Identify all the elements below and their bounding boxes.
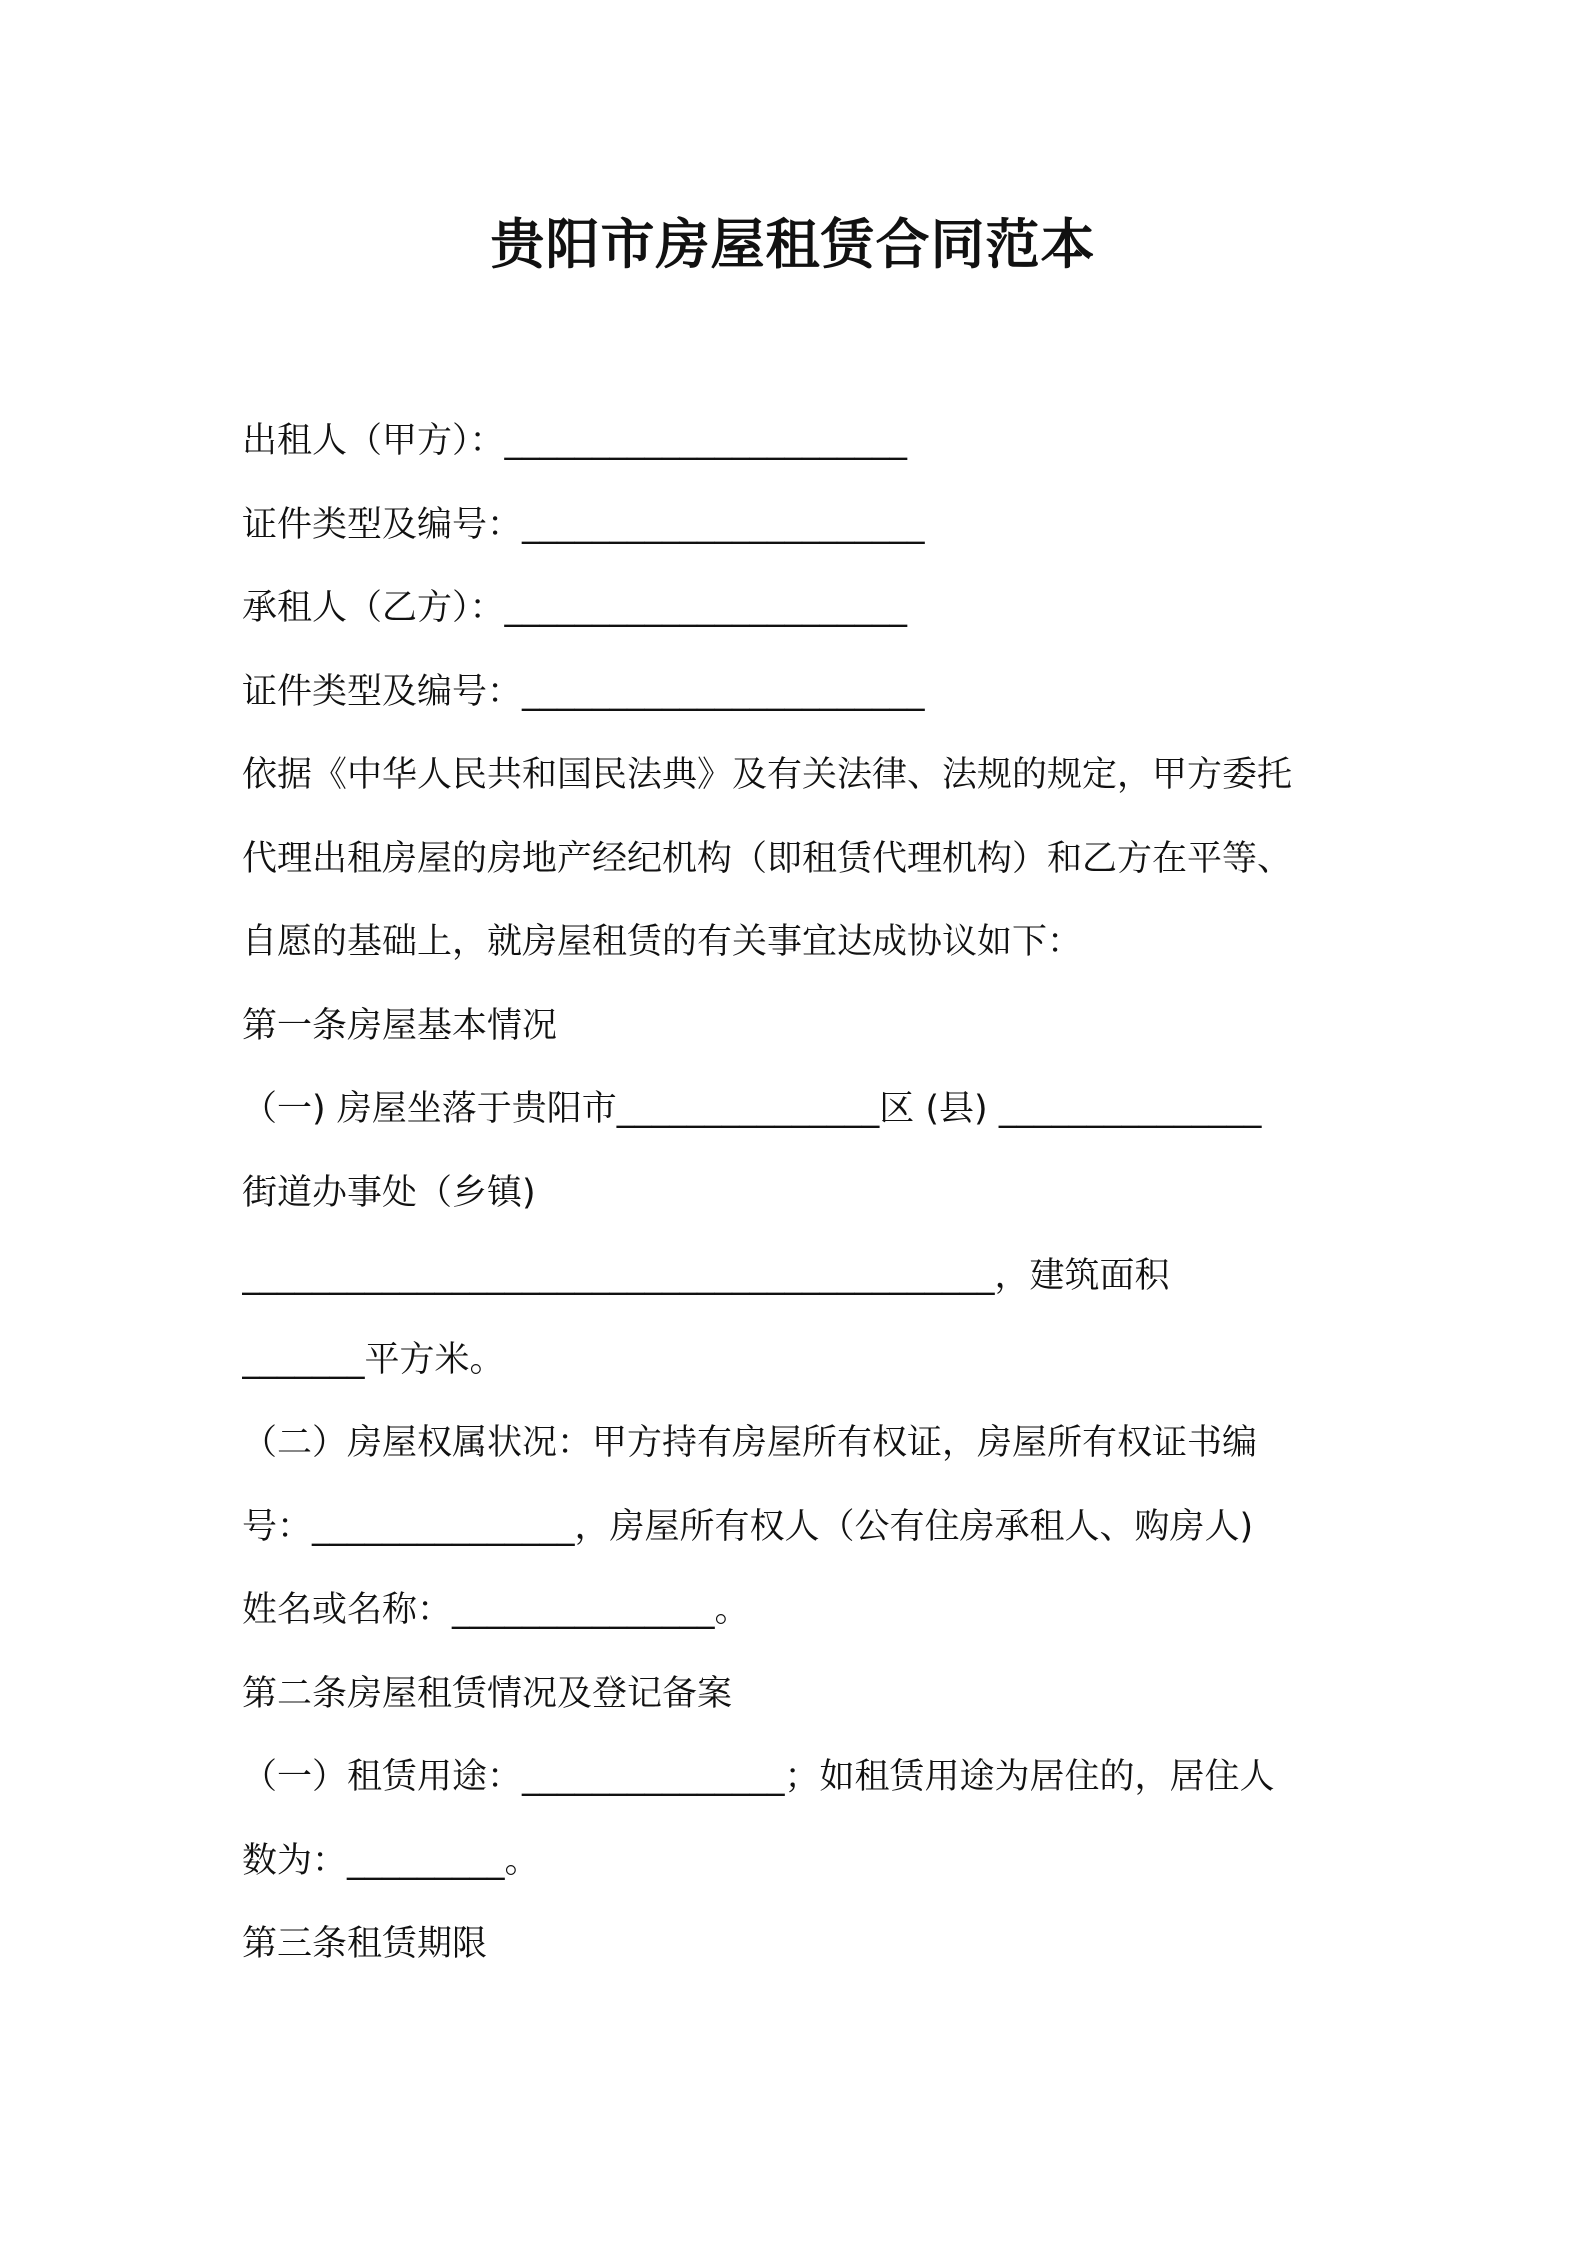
article-1-clause-2-line-2: 号：_______________，房屋所有权人（公有住房承租人、购房人) bbox=[242, 1506, 1254, 1547]
article-1-clause-1-line-2: 街道办事处（乡镇) bbox=[242, 1172, 536, 1213]
article-1-clause-1-line-1: （一) 房屋坐落于贵阳市_______________区 (县) _______________ bbox=[242, 1089, 1262, 1129]
article-1-heading: 第一条房屋基本情况 bbox=[242, 1005, 558, 1046]
article-1-clause-1-line-3: ___________________________________________，建筑面积 bbox=[242, 1256, 1170, 1296]
lessor-line: 出租人（甲方）：_______________________ bbox=[242, 421, 908, 461]
article-1-clause-2-line-1: （二）房屋权属状况：甲方持有房屋所有权证，房屋所有权证书编 bbox=[242, 1423, 1258, 1463]
article-2-clause-1-line-2: 数为：_________。 bbox=[242, 1840, 540, 1881]
article-3-heading: 第三条租赁期限 bbox=[242, 1924, 488, 1964]
document-body bbox=[242, 400, 1362, 1987]
preamble-line-2: 代理出租房屋的房地产经纪机构（即租赁代理机构）和乙方在平等、 bbox=[242, 838, 1293, 879]
lessee-id-line: 证件类型及编号：_______________________ bbox=[242, 671, 925, 712]
preamble-line-1: 依据《中华人民共和国民法典》及有关法律、法规的规定，甲方委托 bbox=[242, 755, 1293, 795]
article-1-clause-1-line-4: _______平方米。 bbox=[242, 1339, 505, 1380]
preamble-line-3: 自愿的基础上，就房屋租赁的有关事宜达成协议如下： bbox=[242, 922, 1083, 962]
article-1-clause-2-line-3: 姓名或名称：_______________。 bbox=[242, 1590, 750, 1630]
lessee-line: 承租人（乙方）：_______________________ bbox=[242, 588, 908, 628]
document-title: 贵阳市房屋租赁合同范本 bbox=[490, 213, 1096, 276]
article-2-heading: 第二条房屋租赁情况及登记备案 bbox=[242, 1673, 733, 1714]
lessor-id-line: 证件类型及编号：_______________________ bbox=[242, 504, 925, 545]
article-2-clause-1-line-1: （一）租赁用途：_______________；如租赁用途为居住的，居住人 bbox=[242, 1757, 1275, 1797]
